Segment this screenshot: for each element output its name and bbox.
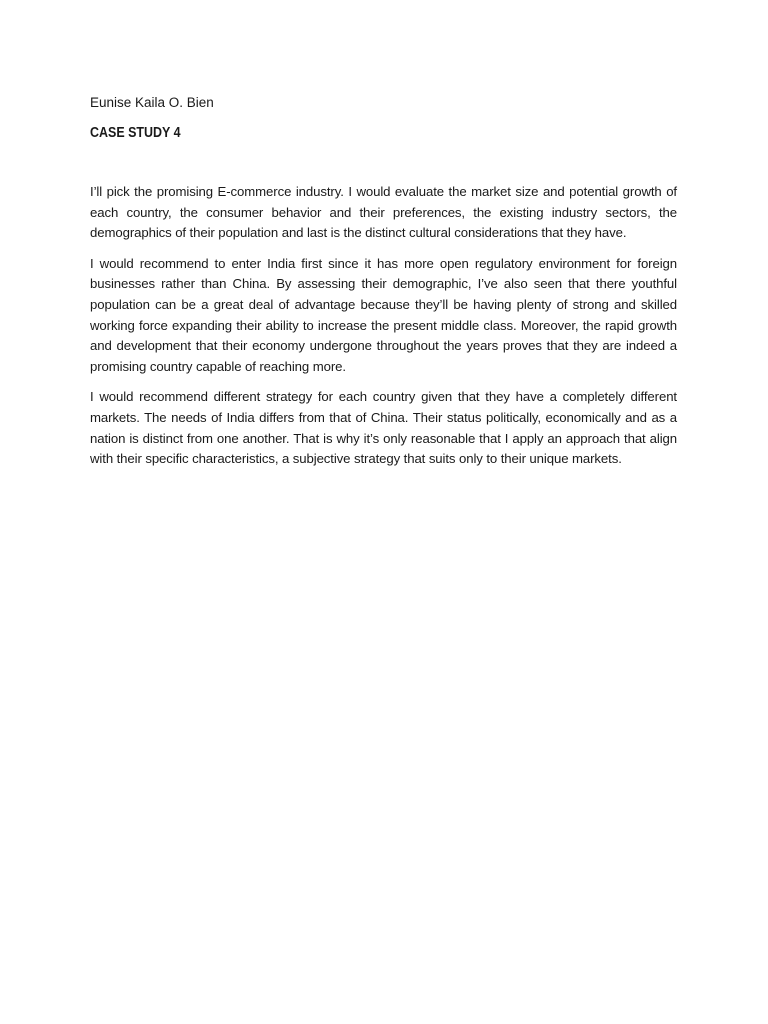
document-title: CASE STUDY 4 — [90, 125, 181, 141]
paragraph-1: I’ll pick the promising E-commerce industry. I would evaluate the market size and potential growth of each country, the consumer behavior and their preferences, the existing industry sectors, the demographics of their population and last is the distinct cultural considerations that they have. — [90, 184, 677, 241]
paragraph-2: I would recommend to enter India first since it has more open regulatory environment for foreign businesses rather than China. By assessing their demographic, I’ve also seen that there youthful population can be a great deal of advantage because they’ll be having plenty of strong and skilled working force expanding their ability to increase the present middle class. Moreover, the rapid growth and development that their economy undergone throughout the years proves that they are indeed a promising country capable of reaching more. — [90, 255, 677, 374]
document-body — [90, 182, 677, 470]
paragraph-3: I would recommend different strategy for each country given that they have a completely different markets. The needs of India differs from that of China. Their status politically, economically and as a nation is distinct from one another. That is why it’s only reasonable that I apply an approach that align with their specific characteristics, a subjective strategy that suits only to their unique markets. — [90, 389, 677, 467]
author-name: Eunise Kaila O. Bien — [90, 95, 214, 110]
document-content — [90, 94, 677, 480]
